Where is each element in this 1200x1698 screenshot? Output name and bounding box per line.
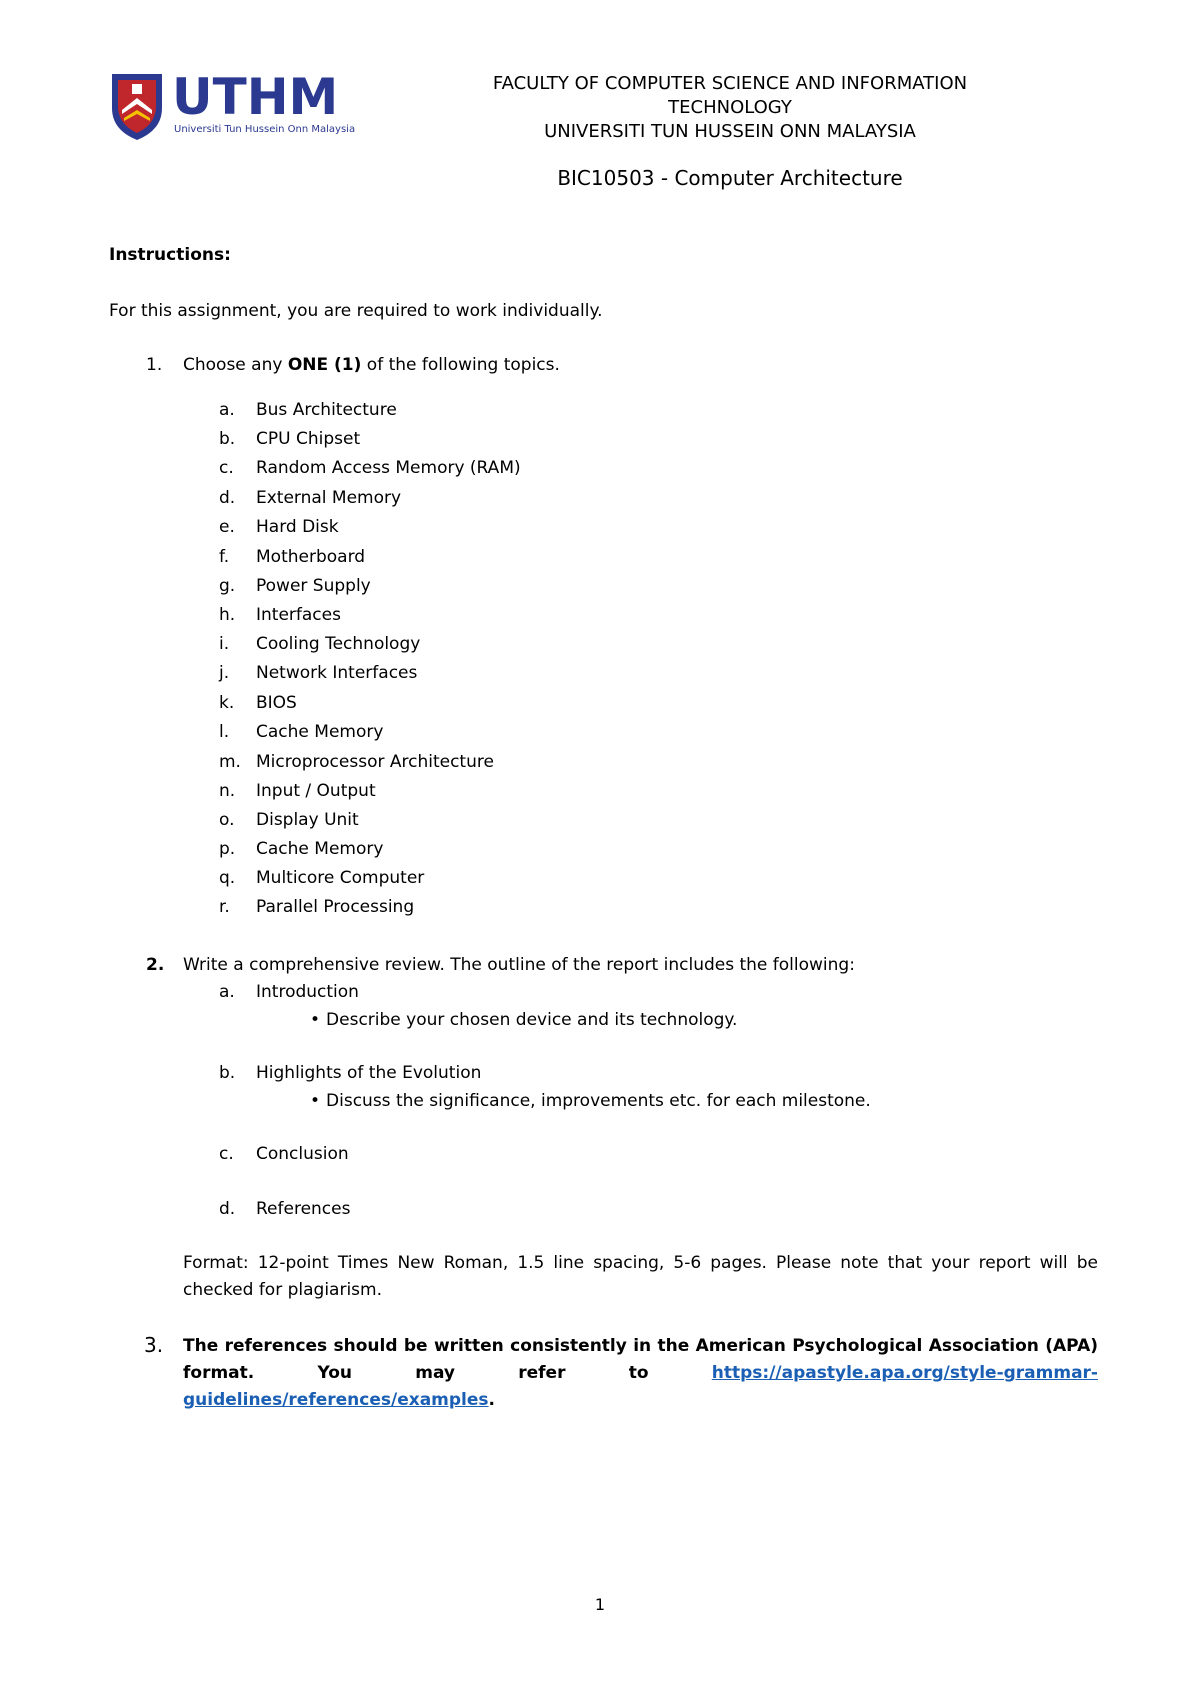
faculty-line-1: FACULTY OF COMPUTER SCIENCE AND INFORMATION [492,73,968,94]
topic-item: Hard Disk [256,517,339,537]
intro-text: For this assignment, you are required to work individually. [109,301,603,321]
topic-item: Bus Architecture [256,400,397,420]
topic-item: Network Interfaces [256,663,418,683]
q1-text: Choose any ONE (1) of the following topics. [183,355,560,375]
instructions-label: Instructions: [109,245,231,265]
topic-item: Input / Output [256,781,376,801]
outline-item: References [256,1199,351,1219]
topic-item: Parallel Processing [256,897,415,917]
topic-letter: k. [219,693,235,713]
topic-letter: d. [219,488,236,508]
logo-tagline: Universiti Tun Hussein Onn Malaysia [174,124,356,135]
format-note: Format: 12-point Times New Roman, 1.5 line spacing, 5-6 pages. Please note that your report will be checked for plagiarism. [183,1253,1098,1300]
topic-letter: q. [219,868,236,888]
topic-item: Power Supply [256,576,371,596]
topic-letter: m. [219,752,241,772]
topic-item: Cache Memory [256,839,384,859]
topic-letter: p. [219,839,236,859]
q2-text: Write a comprehensive review. The outline of the report includes the following: [183,955,855,975]
topic-letter: b. [219,429,236,449]
q3-text: The references should be written consistently in the American Psychological Association (APA) format. You may refer to https://apastyle.apa.org/style-grammar-guidelines/references/examples. [183,1336,1098,1410]
q3-number: 3. [144,1333,164,1357]
topic-item: Cooling Technology [256,634,421,654]
topic-letter: h. [219,605,236,625]
page-number: 1 [594,1595,606,1614]
topic-item: Motherboard [256,547,366,567]
uthm-logo [108,70,364,142]
course-title: BIC10503 - Computer Architecture [557,166,903,190]
q1-number: 1. [146,355,163,375]
topic-item: Interfaces [256,605,341,625]
topic-item: Random Access Memory (RAM) [256,458,521,478]
topic-letter: e. [219,517,235,537]
faculty-line-2: TECHNOLOGY [668,97,792,118]
outline-letter: b. [219,1063,236,1083]
apa-reference-link[interactable]: https://apastyle.apa.org/style-grammar-guidelines/references/examples [183,1363,1098,1410]
university-name: UNIVERSITI TUN HUSSEIN ONN MALAYSIA [544,121,916,142]
topic-letter: r. [219,897,230,917]
q2-number: 2. [146,955,165,975]
topic-item: Multicore Computer [256,868,425,888]
topic-letter: f. [219,547,230,567]
outline-bullet: • Discuss the significance, improvements etc. for each milestone. [310,1090,871,1112]
topic-letter: i. [219,634,230,654]
topic-item: Cache Memory [256,722,384,742]
outline-letter: c. [219,1144,234,1164]
topic-letter: a. [219,400,235,420]
outline-letter: d. [219,1199,236,1219]
outline-item: Conclusion [256,1144,349,1164]
topic-item: CPU Chipset [256,429,361,449]
logo-wordmark: UTHM [172,70,339,126]
topic-item: BIOS [256,693,297,713]
outline-letter: a. [219,982,235,1002]
topic-letter: l. [219,722,230,742]
topic-letter: c. [219,458,234,478]
outline-bullet: • Describe your chosen device and its technology. [310,1009,737,1031]
topic-letter: o. [219,810,235,830]
topic-letter: n. [219,781,236,801]
outline-item: Introduction [256,982,359,1002]
topic-item: Display Unit [256,810,359,830]
topic-letter: j. [219,663,230,683]
topic-letter: g. [219,576,236,596]
outline-item: Highlights of the Evolution [256,1063,482,1083]
topic-item: Microprocessor Architecture [256,752,494,772]
topic-item: External Memory [256,488,402,508]
